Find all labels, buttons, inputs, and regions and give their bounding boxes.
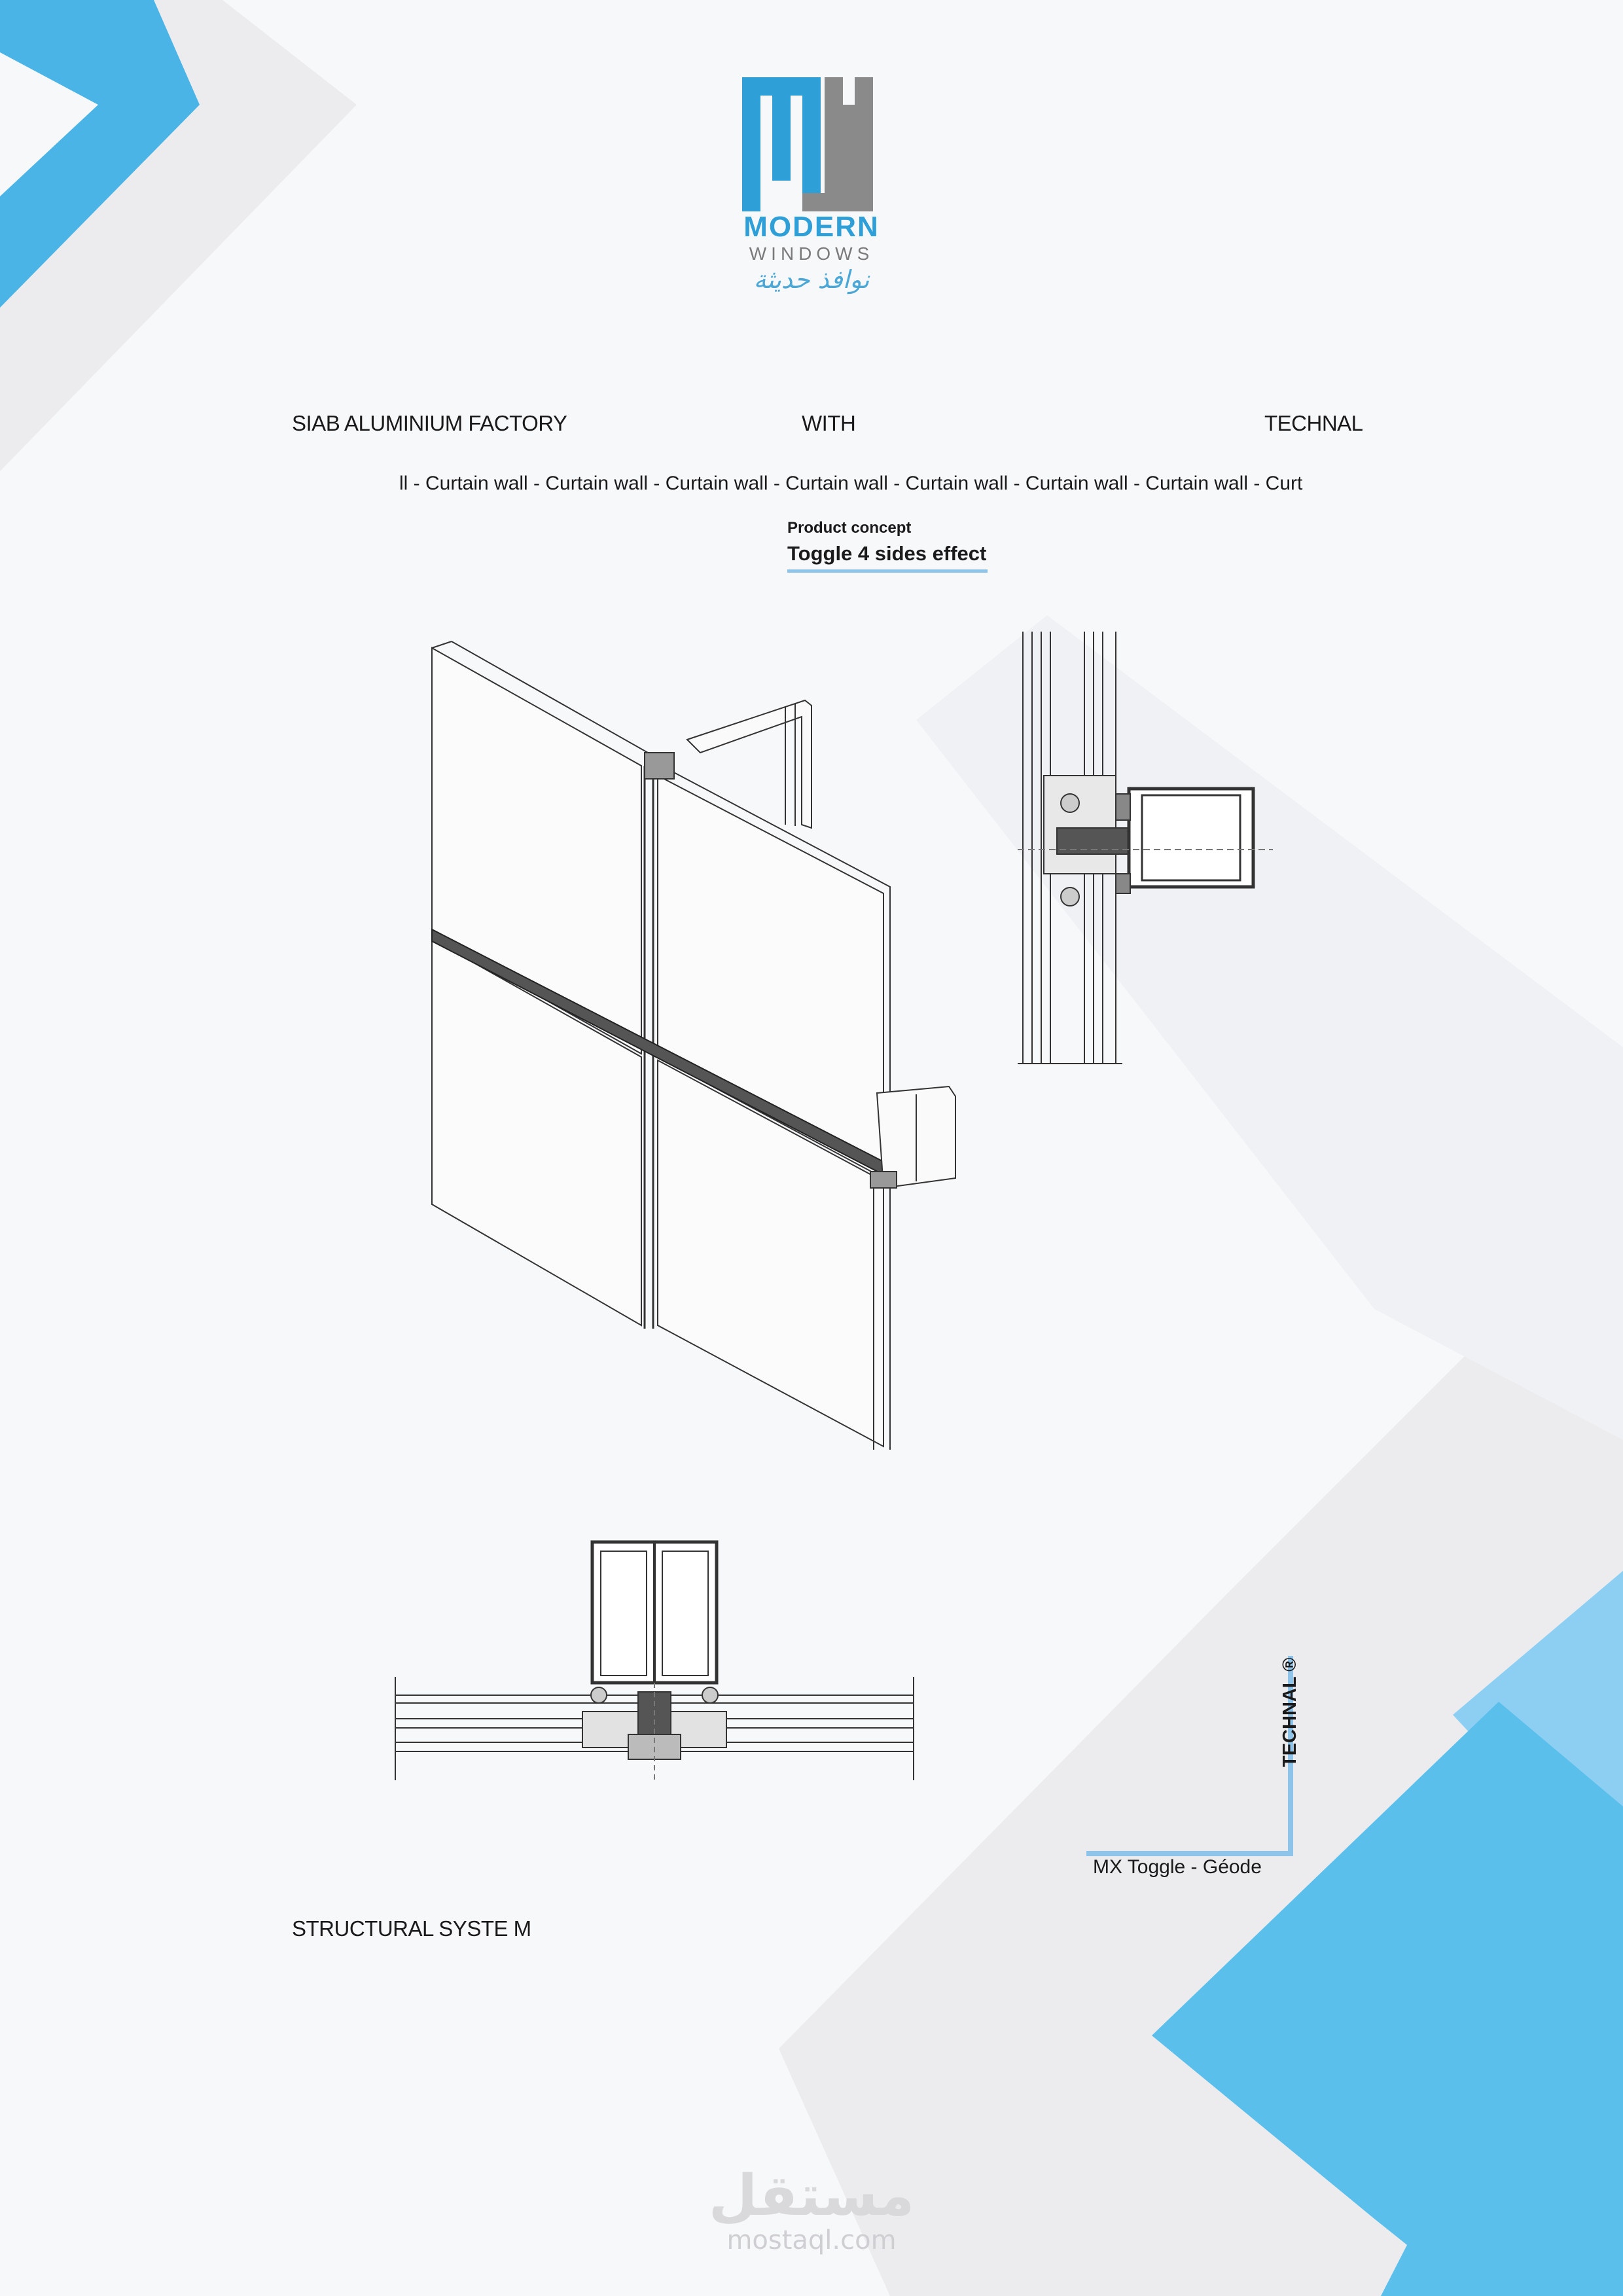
isometric-curtain-wall-drawing [419,628,969,1460]
logo-word-windows: WINDOWS [749,243,874,264]
watermark-url: mostaql.com [726,2225,897,2255]
vertical-section-detail [1018,632,1273,1070]
product-concept-title: Toggle 4 sides effect [787,542,987,565]
product-concept-underline [787,569,988,573]
header-right: TECHNAL [1264,411,1363,435]
horizontal-section-detail [393,1538,916,1787]
technal-vertical-mark: TECHNAL ® [1279,1657,1300,1767]
product-concept-label: Product concept [787,519,912,537]
logo-arabic-text: نوافذ حديثة [753,265,870,294]
system-label: STRUCTURAL SYSTE M [292,1916,531,1941]
watermark-arabic: مستقل [708,2163,915,2229]
header-left: SIAB ALUMINIUM FACTORY [292,411,567,435]
subheading: ll - Curtain wall - Curtain wall - Curtain wall - Curtain wall - Curtain wall - Curtain wall - Curtain wall - Curt [399,473,1303,494]
product-name: MX Toggle - Géode [1093,1856,1262,1878]
corner-bracket [1086,1656,1296,1859]
header-center: WITH [802,411,856,435]
logo-word-modern: MODERN [743,211,880,243]
